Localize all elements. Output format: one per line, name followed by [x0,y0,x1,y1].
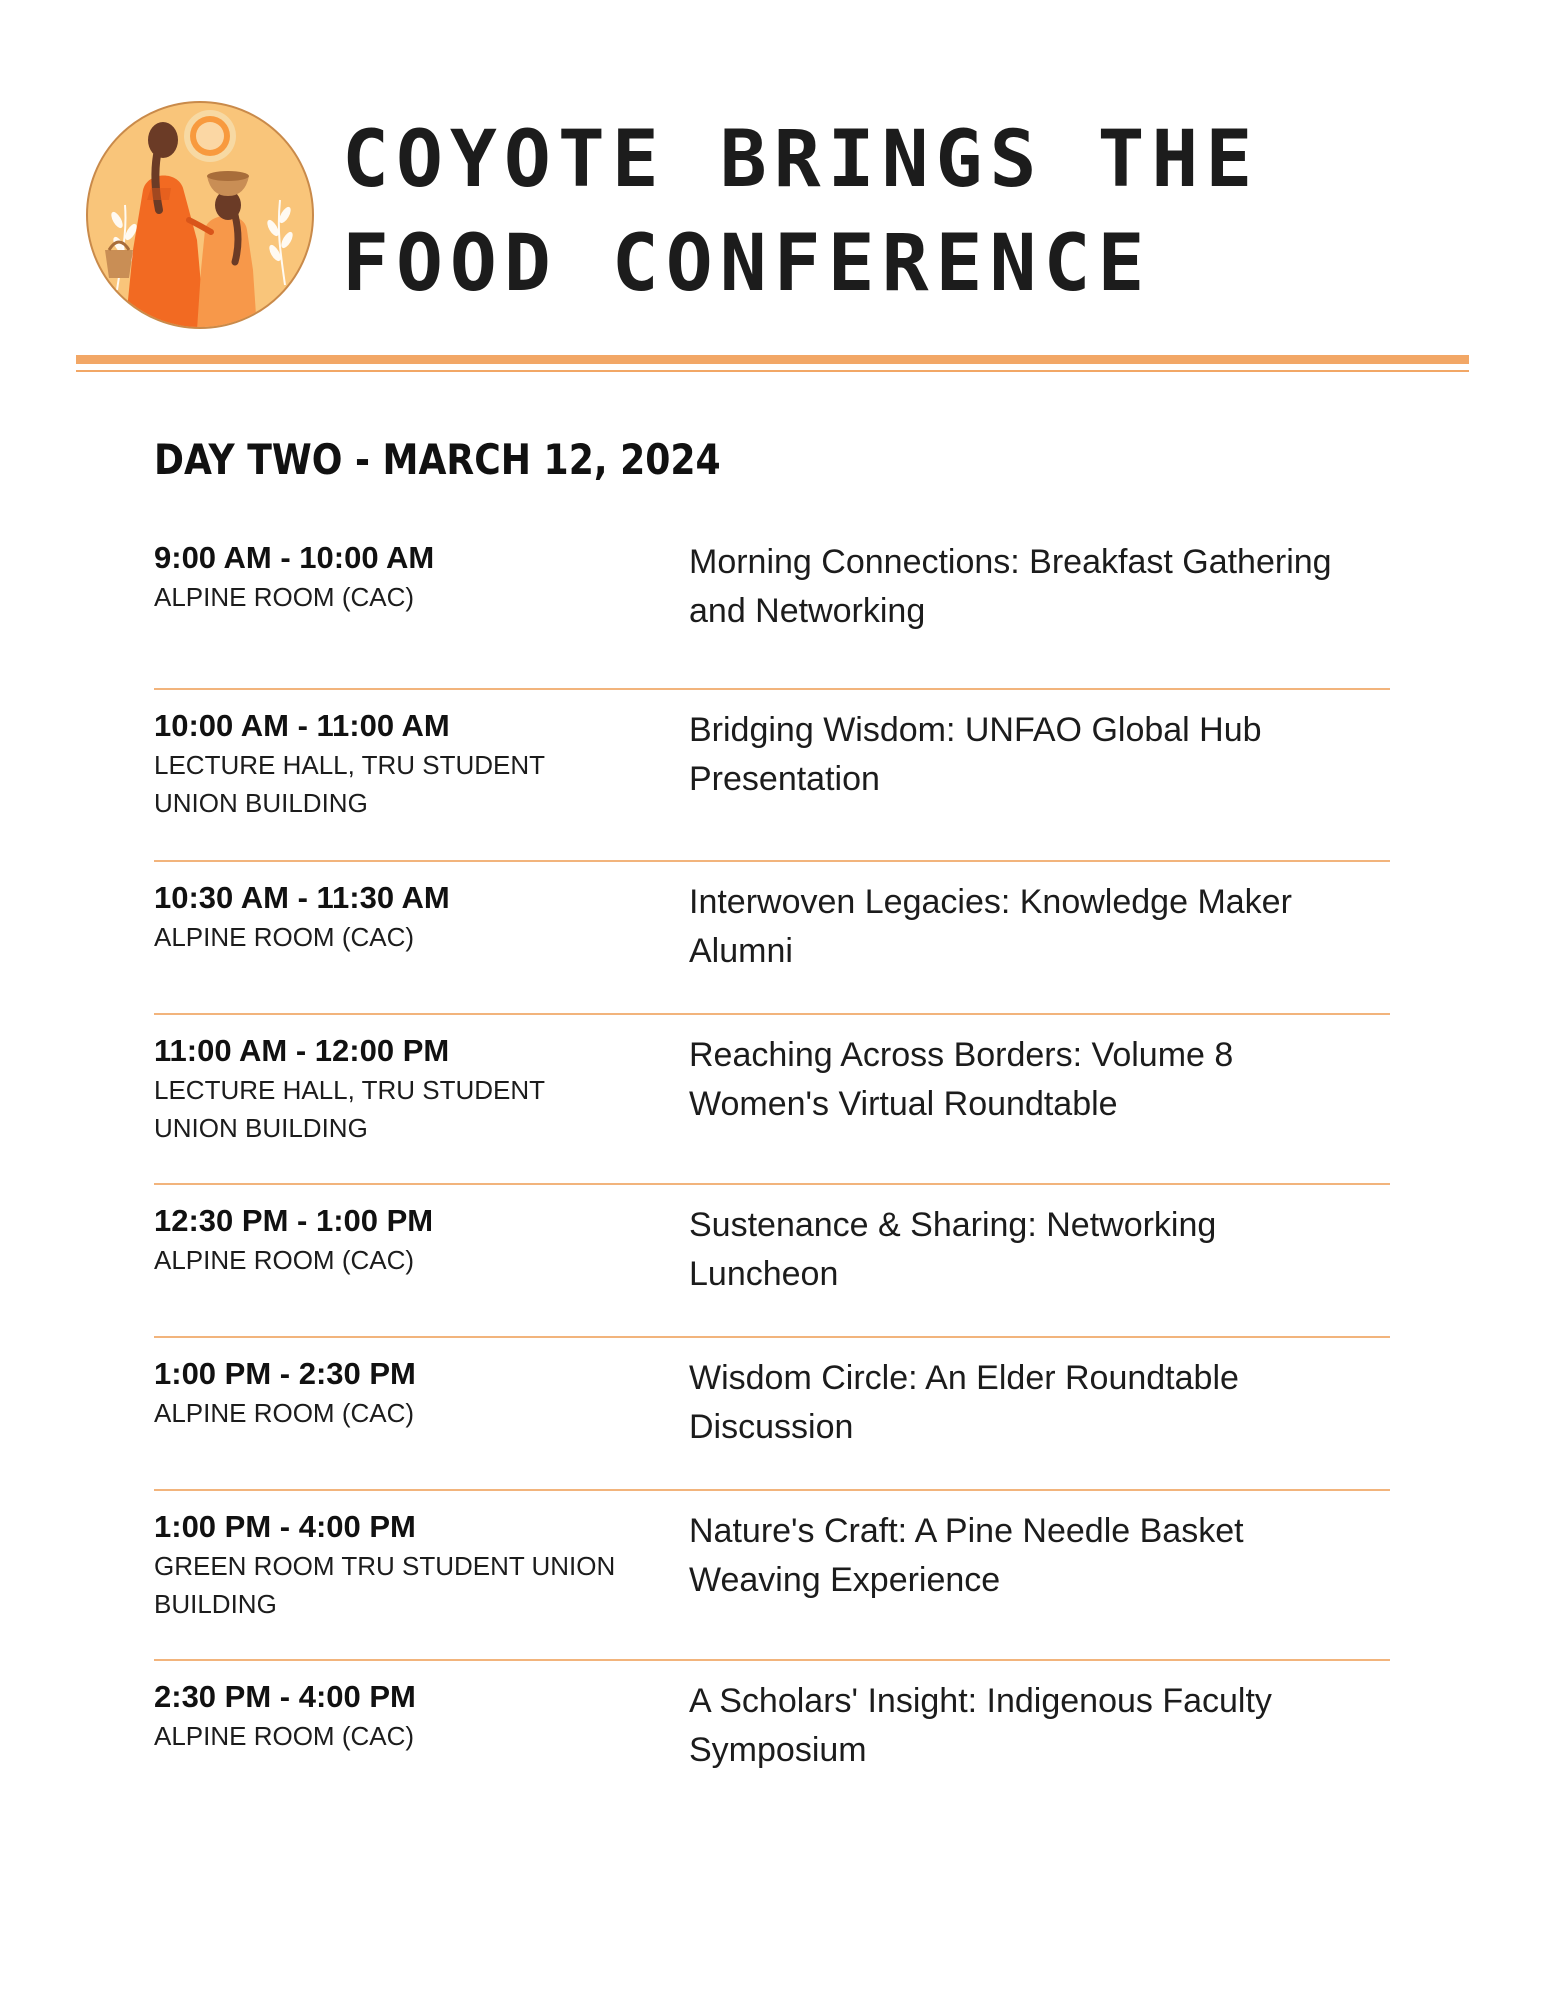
session-title: Sustenance & Sharing: Networking Luncheon [689,1206,1217,1293]
session-title: Morning Connections: Breakfast Gathering and Networking [689,543,1332,630]
session-location: LECTURE HALL, TRU STUDENT UNION BUILDING [154,750,545,818]
session-details [689,1033,1390,1183]
session-time: 1:00 PM - 4:00 PM [154,1509,416,1544]
schedule-row [154,1015,1390,1185]
schedule-row [154,862,1390,1015]
session-time: 10:30 AM - 11:30 AM [154,880,450,915]
session-title: Bridging Wisdom: UNFAO Global Hub Presentation [689,711,1262,798]
session-title: Interwoven Legacies: Knowledge Maker Alumni [689,883,1292,970]
session-details [689,880,1390,1013]
session-details [689,1203,1390,1336]
session-title: Nature's Craft: A Pine Needle Basket Weaving Experience [689,1512,1244,1599]
schedule-row [154,1491,1390,1661]
session-location: LECTURE HALL, TRU STUDENT UNION BUILDING [154,1075,545,1143]
schedule-row [154,540,1390,690]
day-heading: DAY TWO - MARCH 12, 2024 [154,435,721,484]
session-meta [154,540,689,688]
schedule-row [154,1338,1390,1491]
session-details [689,1356,1390,1489]
schedule-row [154,690,1390,862]
session-title: Reaching Across Borders: Volume 8 Women's Virtual Roundtable [689,1036,1234,1123]
session-location: ALPINE ROOM (CAC) [154,1721,415,1751]
session-location: ALPINE ROOM (CAC) [154,1245,415,1275]
session-meta [154,1033,689,1183]
conference-title: COYOTE BRINGS THE FOOD CONFERENCE [342,115,1260,309]
schedule-list [154,540,1390,1811]
session-meta [154,1509,689,1659]
schedule-row [154,1185,1390,1338]
session-location: GREEN ROOM TRU STUDENT UNION BUILDING [154,1551,616,1619]
session-details [689,1679,1390,1811]
session-time: 10:00 AM - 11:00 AM [154,708,450,743]
session-details [689,1509,1390,1659]
schedule-row [154,1661,1390,1811]
session-meta [154,1356,689,1489]
session-meta [154,1203,689,1336]
conference-logo-icon [85,100,315,330]
session-time: 11:00 AM - 12:00 PM [154,1033,450,1068]
session-time: 12:30 PM - 1:00 PM [154,1203,434,1238]
session-details [689,540,1390,688]
header-divider-thick [76,355,1469,364]
header-divider-thin [76,370,1469,372]
session-meta [154,708,689,860]
session-meta [154,880,689,1013]
session-title: A Scholars' Insight: Indigenous Faculty Symposium [689,1682,1272,1769]
session-details [689,708,1390,860]
session-location: ALPINE ROOM (CAC) [154,582,415,612]
session-time: 2:30 PM - 4:00 PM [154,1679,416,1714]
session-location: ALPINE ROOM (CAC) [154,922,415,952]
page-header [0,0,1545,380]
session-meta [154,1679,689,1811]
session-location: ALPINE ROOM (CAC) [154,1398,415,1428]
session-time: 9:00 AM - 10:00 AM [154,540,435,575]
session-title: Wisdom Circle: An Elder Roundtable Discussion [689,1359,1239,1446]
session-time: 1:00 PM - 2:30 PM [154,1356,416,1391]
